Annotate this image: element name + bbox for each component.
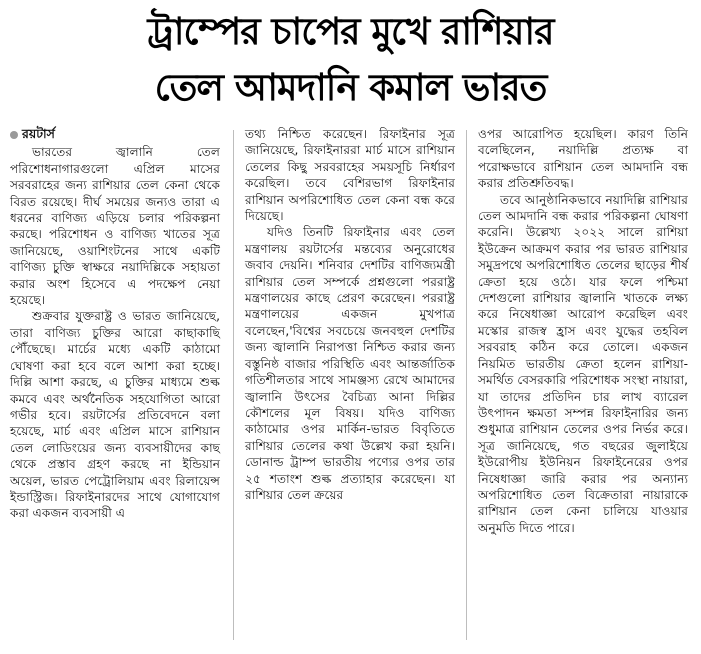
byline-text: রয়টার্স (22, 126, 55, 141)
article-column-3 (478, 126, 688, 536)
column-divider (466, 130, 467, 640)
column-divider (233, 130, 234, 640)
paragraph: যদিও তিনটি রিফাইনার এবং তেল মন্ত্রণালয় রয়টার্সের মন্তব্যের অনুরোধের জবাব দেয়নি। শনিবার দেশটির বাণিজ্যমন্ত্রী রাশিয়ার তেল সম্পর্কে প্রশ্নগুলো পররাষ্ট্র মন্ত্রণালয়ের কাছে প্রেরণ করেছেন। পররাষ্ট্র মন্ত্রণালয়ের একজন মুখপাত্র বলেছেন,'বিশ্বের সবচেয়ে জনবহুল দেশটির জন্য জ্বালানি নিরাপত্তা নিশ্চিত করার জন্য বস্তুনিষ্ঠ বাজার পরিস্থিতি এবং আন্তর্জাতিক গতিশীলতার সাথে সামঞ্জস্য রেখে আমাদের জ্বালানি উৎসের বৈচিত্র্য আনা দিল্লির কৌশলের মূল বিষয়। যদিও বাণিজ্য কাঠামোর ওপর মার্কিন-ভারত বিবৃতিতে রাশিয়ার তেলের কথা উল্লেখ করা হয়নি। ডোনাল্ড ট্রাম্প ভারতীয় পণ্যের ওপর তার ২৫ শতাংশ শুল্ক প্রত্যাহার করেছেন। যা রাশিয়ার তেল ক্রয়ের (245, 225, 455, 502)
paragraph: শুক্রবার যুক্তরাষ্ট্র ও ভারত জানিয়েছে, তারা বাণিজ্য চুক্তির আরো কাছাকাছি পৌঁছেছে। মার্চের মধ্যে একটি কাঠামো ঘোষণা করা হবে বলে আশা করা হচ্ছে। দিল্লি আশা করছে, এ চুক্তির মাধ্যমে শুল্ক কমবে এবং অর্থনৈতিক সহযোগিতা আরো গভীর হবে। রয়টার্সের প্রতিবেদনে বলা হয়েছে, মার্চ এবং এপ্রিল মাসে রাশিয়ান তেল লোডিংয়ের জন্য ব্যবসায়ীদের কাছ থেকে প্রস্তাব গ্রহণ করছে না ইন্ডিয়ান অয়েল, ভারত পেট্রোলিয়াম এবং রিলায়েন্স ইন্ডাস্ট্রিজ। রিফাইনারদের সাথে যোগাযোগ করা একজন ব্যবসায়ী এ (10, 309, 220, 521)
paragraph: তবে আনুষ্ঠানিকভাবে নয়াদিল্লি রাশিয়ার তেল আমদানি বন্ধ করার পরিকল্পনা ঘোষণা করেনি। উল্লেখ্য ২০২২ সালে রাশিয়া ইউক্রেন আক্রমণ করার পর ভারত রাশিয়ার সমুদ্রপথে অপরিশোধিত তেলের ছাড়ের শীর্ষ ক্রেতা হয়ে ওঠে। যার ফলে পশ্চিমা দেশগুলো রাশিয়ার জ্বালানি খাতকে লক্ষ্য করে নিষেধাজ্ঞা আরোপ করেছিল এবং মস্কোর রাজস্ব হ্রাস এবং যুদ্ধের তহবিল সরবরাহ কঠিন করে তোলে। একজন নিয়মিত ভারতীয় ক্রেতা হলেন রাশিয়া-সমর্থিত বেসরকারি পরিশোধক সংস্থা নায়ারা, যা তাদের প্রতিদিন চার লাখ ব্যারেল উৎপাদন ক্ষমতা সম্পন্ন রিফাইনারির জন্য শুধুমাত্র রাশিয়ান তেলের ওপর নির্ভর করে। সূত্র জানিয়েছে, গত বছরের জুলাইয়ে ইউরোপীয় ইউনিয়ন রিফাইনেরের ওপর নিষেধাজ্ঞা জারি করার পর অন্যান্য অপরিশোধিত তেল বিক্রেতারা নায়ারাকে রাশিয়ান তেল কেনা চালিয়ে যাওয়ার অনুমতি দিতে পারে। (478, 192, 688, 535)
paragraph: ভারতের জ্বালানি তেল পরিশোধনাগারগুলো এপ্রিল মাসের সরবরাহের জন্য রাশিয়ার তেল কেনা থেকে বিরত রয়েছে। দীর্ঘ সময়ের জন্যও তারা এ ধরনের বাণিজ্য এড়িয়ে চলার পরিকল্পনা করছে। পরিশোধন ও বাণিজ্য খাতের সূত্র জানিয়েছে, ওয়াশিংটনের সাথে একটি বাণিজ্য চুক্তি স্বাক্ষরে নয়াদিল্লিকে সহায়তা করার অংশ হিসেবে এ পদক্ষেপ নেয়া হয়েছে। (10, 145, 220, 308)
byline (10, 126, 220, 142)
article-column-1 (10, 126, 220, 522)
paragraph: তথ্য নিশ্চিত করেছেন। রিফাইনার সূত্র জানিয়েছে, রিফাইনাররা মার্চ মাসে রাশিয়ান তেলের কিছু সরবরাহের সময়সূচি নির্ধারণ করেছিল। তবে বেশিরভাগ রিফাইনার রাশিয়ান অপরিশোধিত তেল কেনা বন্ধ করে দিয়েছে। (245, 127, 455, 224)
headline-line-2: তেল আমদানি কমাল ভারত (154, 66, 547, 109)
paragraph: ওপর আরোপিত হয়েছিল। কারণ তিনি বলেছিলেন, নয়াদিল্লি প্রত্যক্ষ বা পরোক্ষভাবে রাশিয়ান তেল আমদানি বন্ধ করার প্রতিশ্রুতিবদ্ধ। (478, 127, 688, 191)
bullet-icon (10, 131, 18, 139)
headline-line-1: ট্রাম্পের চাপের মুখে রাশিয়ার (147, 10, 554, 53)
article-column-2 (245, 126, 455, 503)
